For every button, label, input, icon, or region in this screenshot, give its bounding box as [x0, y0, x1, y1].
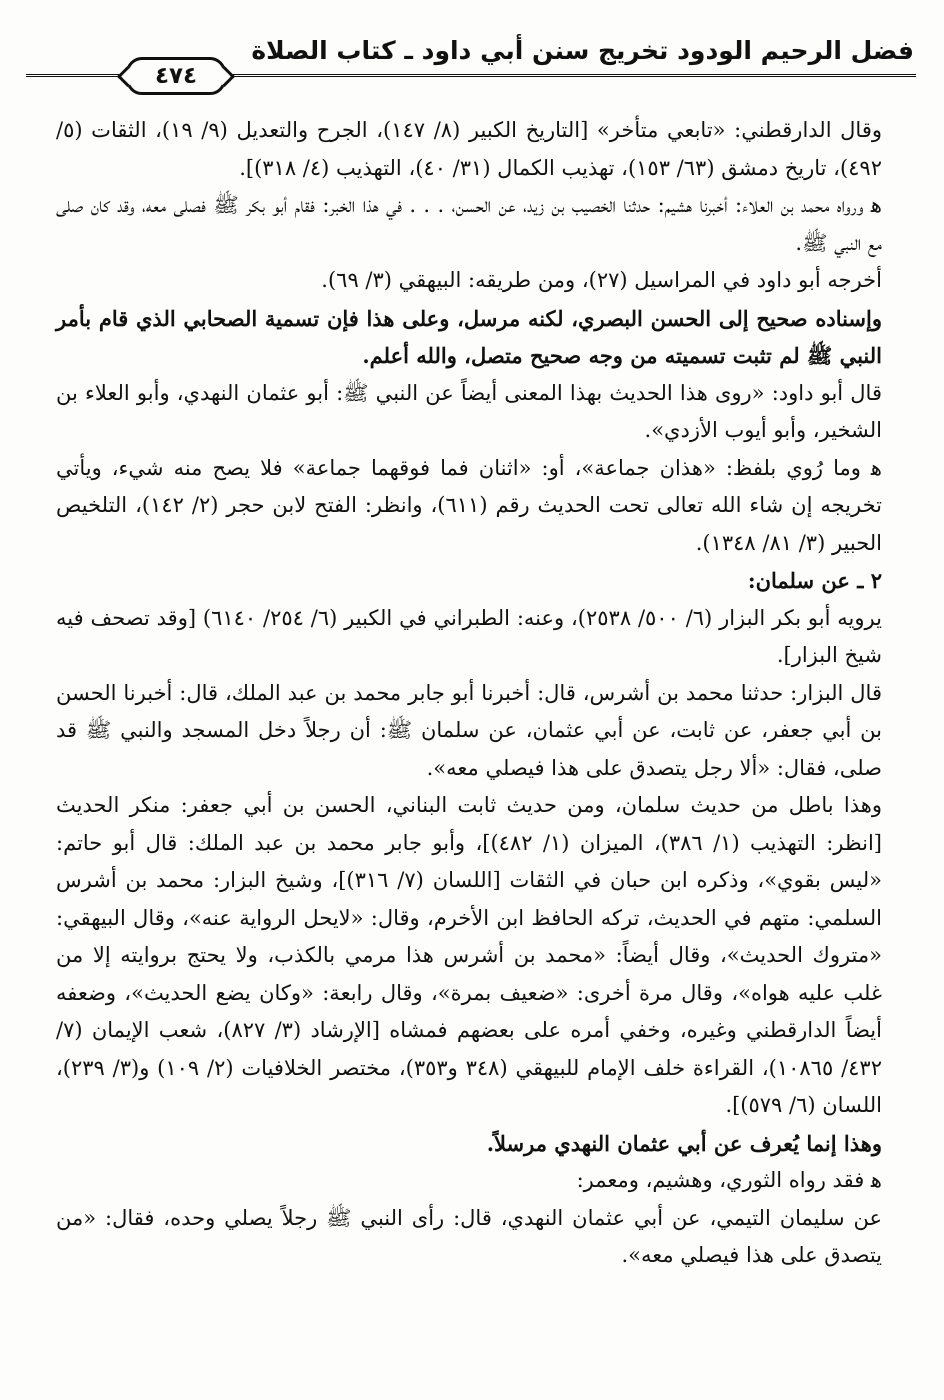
paragraph-isnad-judgement: وإسناده صحيح إلى الحسن البصري، لكنه مرسل، وعلى هذا فإن تسمية الصحابي الذي قام بأمر النبي ﷺ لم تثبت تسميته من وجه صحيح متصل، والله أعلم. [56, 305, 882, 368]
running-header [26, 34, 916, 89]
paragraph-hadhan-jamaa: ﻫ وما رُوي بلفظ: «هذان جماعة»، أو: «اثنان فما فوقهما جماعة» فلا يصح منه شيء، ويأتي تخريجه إن شاء الله تعالى تحت الحديث رقم (٦١١)، وانظر: الفتح لابن حجر (٢/ ١٤٢)، التلخيص الحبير (٣/ ٨١/ ١٣٤٨). [56, 455, 882, 555]
paragraph-daraqutni-note: وقال الدارقطني: «تابعي متأخر» [التاريخ الكبير (٨/ ١٤٧)، الجرح والتعديل (٩/ ١٩)، الثقات (٥/ ٤٩٢)، تاريخ دمشق (٦٣/ ١٥٣)، تهذيب الكمال (٣١/ ٤٠)، التهذيب (٤/ ٣١٨)]. [56, 118, 882, 180]
paragraph-bazzar-isnad: قال البزار: حدثنا محمد بن أشرس، قال: أخبرنا أبو جابر محمد بن عبد الملك، قال: أخبرنا الحسن بن أبي جعفر، عن ثابت، عن أبي عثمان، عن سلمان ﷺ: أن رجلاً دخل المسجد والنبي ﷺ قد صلى، فقال: «ألا رجل يتصدق على هذا فيصلي معه». [56, 680, 882, 780]
paragraph-abu-dawud-marasil: أخرجه أبو داود في المراسيل (٢٧)، ومن طريقه: البيهقي (٣/ ٦٩). [321, 268, 882, 292]
paragraph-mursal-note: وهذا إنما يُعرف عن أبي عثمان النهدي مرسلاً. [486, 1130, 882, 1156]
paragraph-muhammad-bin-alaa: ﻫ ورواه محمد بن العلاء: أخبرنا هشيم: حدثنا الخصيب بن زيد، عن الحسن، . . . في هذا الخبر: فقام أبو بكر ﷺ فصلى معه، وقد كان صلى مع النبي ﷺ. [56, 193, 882, 255]
section-heading-salman: ٢ ـ عن سلمان: [747, 568, 882, 593]
paragraph-batil-ruling: وهذا باطل من حديث سلمان، ومن حديث ثابت البناني، الحسن بن أبي جعفر: منكر الحديث [انظر: التهذيب (١/ ٣٨٦)، الميزان (١/ ٤٨٢)]، وأبو جابر محمد بن عبد الملك: قال أبو حاتم: «ليس بقوي»، وذكره ابن حبان في الثقات [اللسان (٧/ ٣١٦)]، وشيخ البزار: محمد بن أشرس السلمي: متهم في الحديث، تركه الحافظ ابن الأخرم، وقال: «لايحل الرواية عنه»، وقال البيهقي: «متروك الحديث»، وقال أيضاً: «محمد بن أشرس هذا مرمي بالكذب، ولا يحتج بروايته إلا من غلب عليه هواه»، وقال مرة أخرى: «ضعيف بمرة»، وقال رابعة: «وكان يضع الحديث»، وضعفه أيضاً الدارقطني وغيره، وخفي أمره على بعضهم فمشاه [الإرشاد (٣/ ٨٢٧)، شعب الإيمان (٧/ ٤٣٢/ ١٠٨٦٥)، القراءة خلف الإمام للبيهقي (٣٤٨ و٣٥٣)، مختصر الخلافيات (٢/ ١٠٩) و(٣/ ٢٣٩)، اللسان (٦/ ٥٧٩)]. [56, 793, 882, 1117]
paragraph-abu-dawud-quote: قال أبو داود: «روى هذا الحديث بهذا المعنى أيضاً عن النبي ﷺ: أبو عثمان النهدي، وأبو العلاء بن الشخير، وأبو أيوب الأزدي». [56, 380, 882, 442]
paragraph-thawri-narration: ﻫ فقد رواه الثوري، وهشيم، ومعمر: [576, 1168, 882, 1192]
paragraph-bazzar-takhrij: يرويه أبو بكر البزار (٦/ ٥٠٠/ ٢٥٣٨)، وعنه: الطبراني في الكبير (٦/ ٢٥٤/ ٦١٤٠) [وقد تصحف فيه شيخ البزار]. [56, 605, 882, 667]
page-number-badge: ٤٧٤ [126, 57, 226, 95]
body-text [56, 112, 882, 1275]
header-title: فضل الرحيم الودود تخريج سنن أبي داود ـ كتاب الصلاة [251, 36, 914, 65]
paragraph-taymi-narration: عن سليمان التيمي، عن أبي عثمان النهدي، قال: رأى النبي ﷺ رجلاً يصلي وحده، فقال: «من يتصدق على هذا فيصلي معه». [56, 1205, 882, 1267]
